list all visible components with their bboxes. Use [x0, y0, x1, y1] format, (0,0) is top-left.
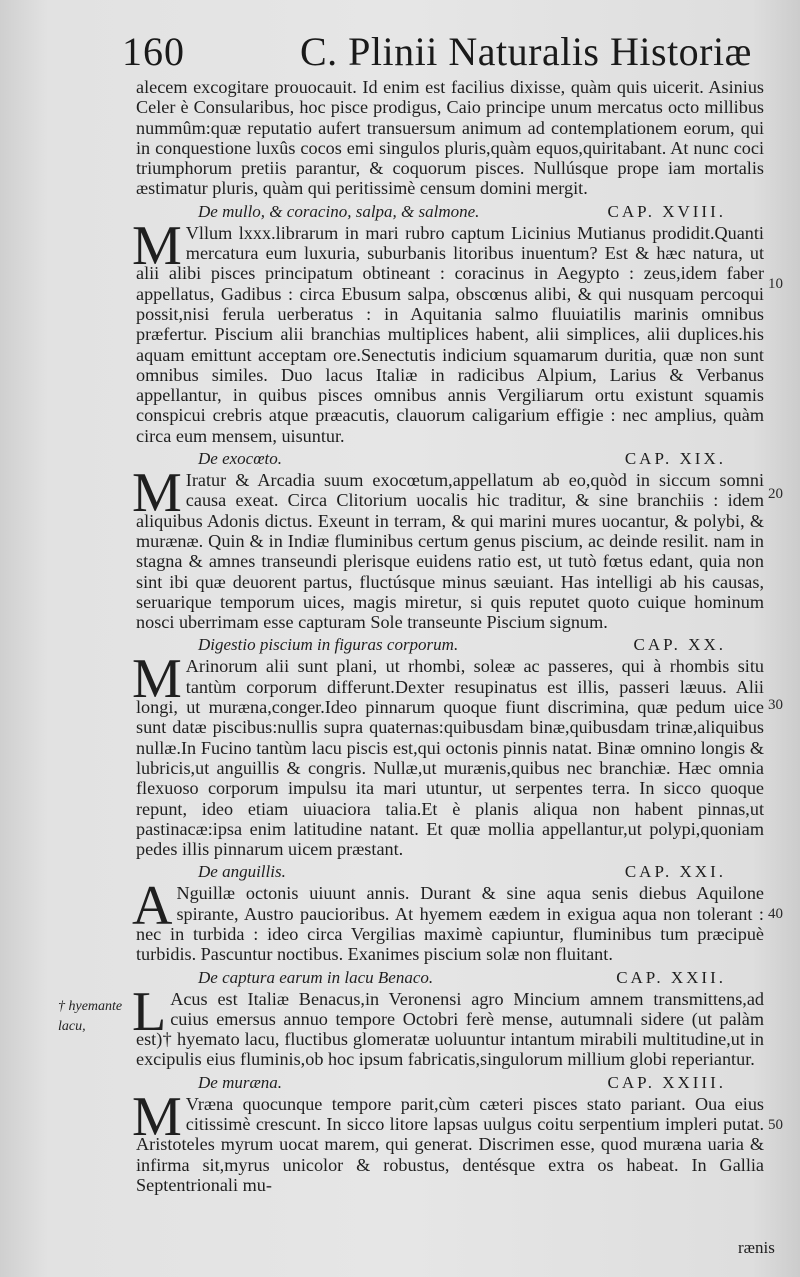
chapter-heading	[136, 448, 764, 470]
drop-initial: A	[132, 875, 173, 938]
chapter-text	[132, 1085, 764, 1195]
line-number: 50	[768, 1117, 783, 1133]
chapter-19	[132, 448, 764, 633]
chapter-title: De muræna.	[198, 1072, 283, 1092]
folio-number: 160	[122, 29, 185, 74]
chapter-number: CAP. XXIII.	[607, 1072, 726, 1092]
catchword: rænis	[738, 1238, 775, 1257]
chapter-body: Nguillæ octonis uiuunt annis. Durant & sine aqua senis diebus Aquilone spirante, Austro paucioribus. At hyemem eædem in exigua aqua non tolerant : nec in turbida : ideo circa Vergilias maximè capiuntur, fluminibus tum præcipuè turbidis. Pascuntur noctibus. Exanimes piscium solæ non fluitant.	[136, 883, 764, 965]
chapter-heading	[136, 861, 764, 883]
chapter-number: CAP. XX.	[633, 635, 726, 655]
intro-paragraph: alecem excogitare prouocauit. Id enim est facilius dixisse, quàm quis uicerit. Asinius Celer è Consularibus, hoc pisce prodigus, Caio principe unum mercatus octo millibus nummûm:quæ reputatio aufert transuersum animum ad contemplationem eorum, qui in conquestione luxûs cocos emi singulos pluris,quàm equos,quiritabant. At nunc coci triumphorum pretiis parantur, & coquorum pisces. Nullúsque prope iam mortalis æstimatur pluris, quàm qui peritissimè censum domini mergit.	[136, 77, 764, 199]
line-number: 40	[768, 906, 783, 922]
chapter-title: Digestio piscium in figuras corporum.	[198, 635, 459, 655]
chapter-heading	[136, 1072, 764, 1094]
chapter-22	[132, 967, 764, 1070]
chapter-title: De captura earum in lacu Benaco.	[198, 967, 434, 987]
chapter-title: De mullo, & coracino, salpa, & salmone.	[198, 201, 480, 221]
chapter-21	[132, 861, 764, 965]
chapter-number: CAP. XXI.	[624, 862, 726, 882]
drop-initial: L	[132, 980, 167, 1043]
line-number: 20	[768, 486, 783, 502]
drop-initial: M	[132, 214, 182, 277]
drop-initial: M	[132, 648, 182, 711]
chapter-title: De anguillis.	[198, 862, 286, 882]
chapter-heading	[136, 201, 764, 223]
line-number: 10	[768, 276, 783, 292]
chapter-heading	[136, 634, 764, 656]
chapter-20	[132, 634, 764, 860]
chapter-number: CAP. XVIII.	[607, 201, 726, 221]
chapter-text	[132, 875, 764, 965]
chapter-number: CAP. XIX.	[624, 449, 726, 469]
chapter-body: Iratur & Arcadia suum exocœtum,appellatum ab eo,quòd in siccum somni causa exeat. Circa Clitorium uocalis hic traditur, & sine branchiis : idem aliquibus Adonis dictus. Exeunt in terram, & qui marini mures uocantur, & polybi, & murænæ. Quin & in Indiæ fluminibus certum genus piscium, ac deinde resilit. nam in stagna & amnes transeundi plerisque euidens ratio est, ut tutò fœtus edant, quia non sint ibi quæ deuorent partus, fluctúsque minus sæuiant. Has intelligi ab his causas, seruarique temporum uices, magis miretur, si quis reputet quoto cuique hominum nosci uberrimam esse capturam Sole transeunte Piscium signum.	[136, 470, 764, 633]
line-number: 30	[768, 697, 783, 713]
margin-note: † hyemante lacu,	[58, 999, 123, 1034]
chapter-text	[132, 648, 764, 860]
chapter-title: De exocœto.	[198, 449, 283, 469]
chapter-body: Vræna quocunque tempore parit,cùm cæteri pisces stato pariant. Oua eius citissimè crescunt. In sicco litore lapsas uulgus coitu serpentium impleri putat. Aristoteles myrum uocat marem, qui generat. Discrimen esse, quod muræna uaria & infirma sit,myrus unicolor & robustus, dentésque extra os habeat. In Gallia Septentrionali mu-	[136, 1093, 764, 1195]
chapter-text	[132, 980, 764, 1070]
chapter-body: Acus est Italiæ Benacus,in Veronensi agro Mincium amnem transmittens,ad cuius emersus annuo tempore Octobri ferè mense, autumnali sidere (ut palàm est)† hyemato lacu, fluctibus glomeratæ uoluuntur intantum mirabili multitudine,ut in excipulis eius fluminis,ob hoc ipsum fabricatis,singulorum millium globi reperiantur.	[136, 988, 764, 1070]
drop-initial: M	[132, 1085, 182, 1148]
text-column	[132, 77, 764, 1195]
chapter-text	[132, 214, 764, 446]
running-title: C. Plinii Naturalis Historiæ	[300, 29, 752, 74]
chapter-23	[132, 1072, 764, 1195]
chapter-text	[132, 462, 764, 633]
chapter-number: CAP. XXII.	[616, 967, 726, 987]
chapter-body: Arinorum alii sunt plani, ut rhombi, soleæ ac passeres, qui à rhombis situ tantùm corporum differunt.Dexter resupinatus est illis, passeri læuus. Alii longi, ut muræna,conger.Ideo pinnarum quoque fiunt discrimina, quæ pedum uice sunt datæ piscibus:nullis supra quaternas:quibusdam binæ,quibusdam trinæ,aliquibus nullæ.In Fucino tantùm lacu piscis est,qui octonis pinnis natat. Binæ omnino longis & lubricis,ut anguillis & congris. Nullæ,ut murænis,quibus nec branchiæ. Hæc omnia flexuoso corporum impulsu ita mari utuntur, ut serpentes terra. In sicco quoque repunt, ideo etiam uiuaciora talia.Et è planis aliqua non habent pinnas,ut pastinacæ:ipsa enim latitudine natant. Et quæ mollia appellantur,ut polypi,quoniam pedes illis pinnarum uicem præstant.	[136, 656, 764, 860]
chapter-body: Vllum lxxx.librarum in mari rubro captum Licinius Mutianus prodidit.Quanti mercatura eum luxuria, suburbanis litoribus inuentum? Est & hæc natura, ut alii alibi pisces principatum obtineant : coracinus in Aegypto : zeus,idem faber appellatus, Gadibus : circa Ebusum salpa, obscœnus alibi, & qui nusquam percoqui possit,nisi ferula uerberatus : in Aquitania salmo fluuiatilis marinis omnibus præfertur. Piscium alii branchias multiplices habent, alii simplices, alii duplices.his aquam emittunt acceptam ore.Senectutis indicium squamarum duritia, quæ non sunt omnibus similes. Duo lacus Italiæ in radicibus Alpium, Larius & Verbanus appellantur, in quibus pisces omnibus annis Vergiliarum ortu existunt squamis conspicui crebris atque præacutis, clauorum caligarium effigie : nec amplius, quàm circa eum mensem, uisuntur.	[136, 222, 764, 446]
drop-initial: M	[132, 462, 182, 525]
page-header	[122, 28, 762, 84]
chapter-18	[132, 201, 764, 446]
chapter-heading	[136, 967, 764, 989]
